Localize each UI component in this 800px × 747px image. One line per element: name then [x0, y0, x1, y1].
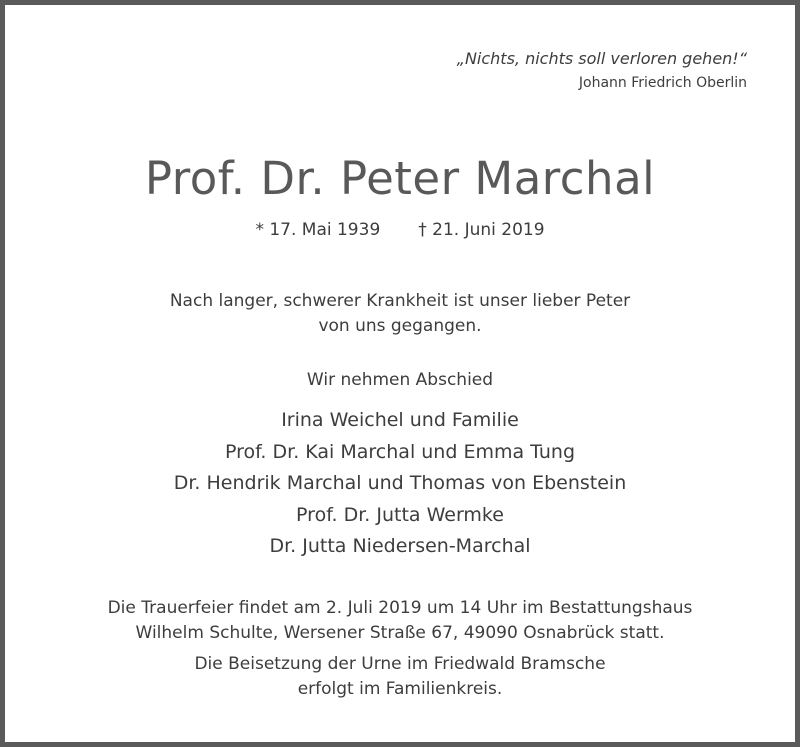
life-dates: [5, 219, 795, 241]
deceased-name: Prof. Dr. Peter Marchal: [144, 152, 656, 205]
mourner-name: Dr. Hendrik Marchal und Thomas von Ebenstein: [173, 472, 627, 494]
ceremony-line: Wilhelm Schulte, Wersener Straße 67, 49090 Osnabrück statt.: [135, 623, 665, 643]
mourner-name: Prof. Dr. Kai Marchal und Emma Tung: [224, 440, 576, 463]
announcement-line: von uns gegangen.: [318, 316, 482, 336]
ceremony-line: Die Trauerfeier findet am 2. Juli 2019 um 14 Uhr im Bestattungshaus: [107, 598, 693, 618]
death-date: † 21. Juni 2019: [418, 220, 545, 240]
burial-line: erfolgt im Familienkreis.: [297, 679, 503, 699]
announcement-line: Nach langer, schwerer Krankheit ist unser lieber Peter: [169, 291, 631, 311]
quote-text: „Nichts, nichts soll verloren gehen!“: [456, 49, 747, 68]
quote-author: Johann Friedrich Oberlin: [578, 75, 747, 91]
mourner-name: Dr. Jutta Niedersen-Marchal: [269, 535, 531, 557]
quote-block: [457, 49, 747, 92]
ceremony-text: [5, 596, 795, 646]
burial-line: Die Beisetzung der Urne im Friedwald Bramsche: [194, 654, 606, 674]
mourner-name: Irina Weichel und Familie: [281, 409, 519, 431]
mourner-name: Prof. Dr. Jutta Wermke: [296, 503, 504, 526]
birth-date: * 17. Mai 1939: [255, 220, 381, 240]
announcement-text: [5, 289, 795, 339]
burial-text: [5, 652, 795, 702]
farewell-text: Wir nehmen Abschied: [306, 370, 494, 390]
mourners-list: [5, 405, 795, 563]
